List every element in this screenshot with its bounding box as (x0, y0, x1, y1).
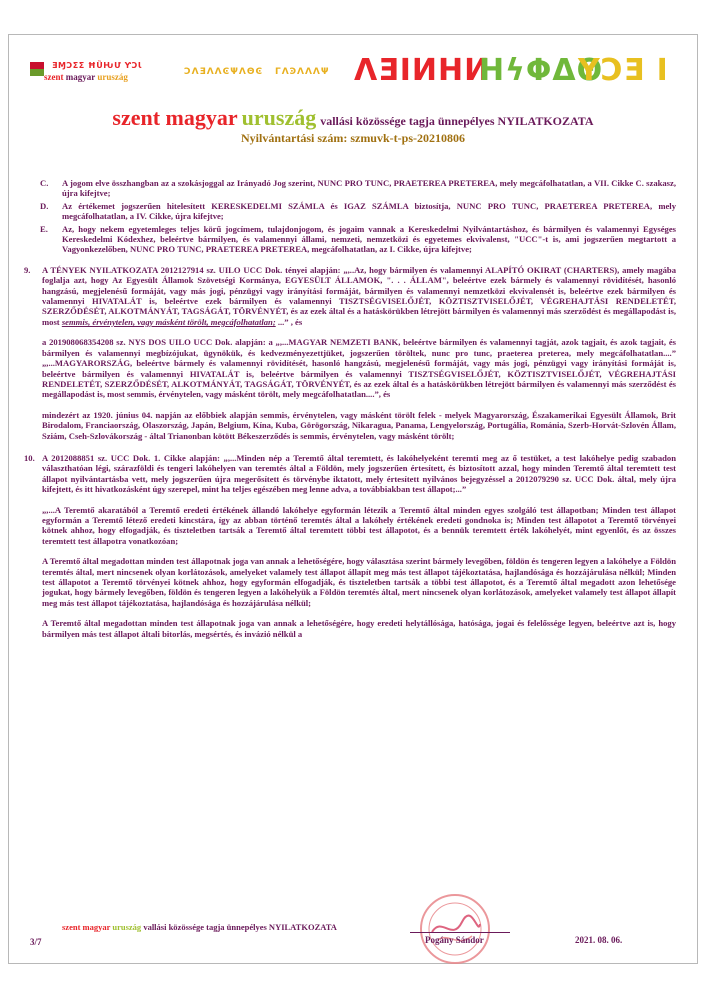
registration-number: Nyilvántartási szám: szmuvk-t-ps-20210806 (241, 131, 465, 145)
list-item-text: A jogom elve összhangban az a szokásjoggal az Irányadó Jog szerint, NUNC PRO TUNC, PRAETEREA PRETEREA, mely megcáfolhatatlan, a VII. Cikke C. szakasz, újra kifejtve; (62, 178, 676, 199)
list-item-e (40, 224, 676, 255)
footer-title-part2: uruszág (112, 922, 142, 932)
signature-line (410, 932, 510, 933)
paragraph-end: ...” , és (277, 316, 303, 327)
list-item-label: C. (40, 178, 49, 188)
rune-logo-yellow: ΥƆƎ I (578, 53, 669, 88)
list-item-label: E. (40, 223, 48, 234)
rune-text-2: ΓΛϿΛΛΛΨ (275, 67, 330, 77)
footer-title (62, 922, 337, 932)
title-part3: vallási közössége tagja ünnepélyes NYILATKOZATA (320, 114, 594, 128)
section-9-paragraph-3: mindezért az 1920. június 04. napján az előbbiek alapján semmis, érvénytelen, vagy másként törölt felek - melyek Magyarország, Északamerikai Egyesült Államok, Brit Birodalom, Franciaország, Olaszország, Japán, Belgium, Kína, Kuba, Görögország, Nikaragua, Panama, Lengyelország, Portugália, Románia, Szerb-Horvát-Szlovén Állam, Sziám, Cseh-Szlovákország - által Trianonban kötött Békeszerződés is semmis, érvénytelen, vagy másként törölt; (42, 409, 676, 441)
title-part2: uruszág (241, 105, 317, 130)
section-9-paragraph-2: a 201908068354208 sz. NYS DOS UILO UCC Dok. alapján: a „,...MAGYAR NEMZETI BANK, beleértve bármilyen és valamennyi tagját, azok tagjait, és azok tagjait, és bármilyen és valamennyi megbízójukat, ügynökük, és kedvezményezettjüket, jogszerűen töröltek, nunc pro tunc, praeterea preterea, mely megcáfolhatatlan....” „,...MAGYARORSZÁG, beleértve bármely és valamennyi rövidítését, hasonló hangzású, megjelenésű formáját, vagy más jogi, pénzügyi vagy irányítási formáját is, beleértve bármilyen és valamennyi HIVATALÁT is, beleértve bármilyen és valamennyi TISZTSÉGVISELŐJÉT, KÖZTISZTVISELŐJÉT, VÉGREHAJTÁSI RENDELETÉT, SZERZŐDÉSÉT, ALKOTMÁNYÁT, TAGSÁGÁT, TÖRVÉNYÉT, és az ezek által és a hatáskörükben létrejött bármilyen és valamennyi más szerződést és megállapodást is, most semmis, érvénytelen, vagy másként törölt, mely megcáfolhatatlan....”, és (42, 337, 676, 400)
underlined-text: semmis, érvénytelen, vagy másként törölt, megcáfolhatatlan; (61, 316, 276, 327)
section-9-paragraph-1 (42, 265, 676, 327)
flag-icon (30, 62, 44, 76)
document-body (24, 178, 676, 639)
section-10-paragraph-3: A Teremtő által megadottan minden test állapotnak joga van annak a lehetőségére, hogy választása szerint bármely levegőben, földön és tengeren legyen a lakóhelye a Földön teremtés által, mert nincsenek olyan korlátozások, amelyeket valamely test állapot állapít meg más test állapot tájékoztatása, hajlandósága és hozzájárulása nélkül; Minden test állapotot a Teremtő törvényei kötnek ahhoz, hogy egyformán elfogadják, és tiszteletben tartsák a többi test állapotot, és a Teremtő által megadott azon lehetősége jogukat, hogy bármely levegőben, földön és tengeren legyen a lakóhelyük a Földön teremtés által, mert nincsenek olyan korlátozások, amelyeket valamely test állapot állapít meg más test állapot tájékoztatása, hajlandósága és hozzájárulása nélkül; (42, 556, 677, 608)
logo-text (44, 72, 128, 82)
section-10-paragraph-2: „,...A Teremtő akaratából a Teremtő eredeti értékének állandó lakóhelye egyformán létezik a Teremtő által minden egyes szolgáló test állapotban; Minden test állapot egyformán a Teremtő létező eredeti kincstára, így az abban történő teremtés által a lakóhely értékének eredeti gondnoka is; Minden test állapotot a Teremtő törvényei kötnek ahhoz, hogy elfogadják, és tiszteletben tartsák a Teremtő által teremtett többi test állapotot, és a bennük teremtett érték lakóhelyét, mint egyenlőt, és az összes teremtett test állapotra vonatkozóan; (42, 504, 676, 546)
list-item-label: D. (40, 200, 49, 211)
logo-text-part1: szent (44, 72, 64, 82)
signer-name: Pogány Sándor (425, 935, 484, 945)
footer-title-part1: szent magyar (62, 922, 111, 932)
footer-title-part3: vallási közössége tagja ünnepélyes NYILATKOZATA (143, 922, 337, 932)
logo-runes: ƎⱮƆƩƩ ĦȔǶƯ ƳƆƖ (52, 61, 142, 70)
list-item-text: Az értékemet jogszerűen hitelesített KERESKEDELMI SZÁMLA és IGAZ SZÁMLA biztosítja, NUNC PRO TUNC, PRAETEREA PRETEREA, mely megcáfolhatatlan, a IV. Cikke, újra kifejtve; (62, 200, 676, 222)
section-10 (24, 453, 676, 495)
logo-text-part3: uruszág (97, 72, 128, 82)
section-10-paragraph-1: A 2012088851 sz. UCC Dok. 1. Cikke alapján: „,...Minden nép a Teremtő által teremtett, és lakóhelyeként teremti meg az ő testüket, a test lakóhelye pedig szabadon választhatóan légi, szárazföldi és tengeri lakóhelyen van teremtés által a Földön, mely jogszerűen értesített, és biztosított azzal, hogy minden Teremtő által teremtett test állapot nyilvántartásba vett, mely jogszerűen újra megerősített és törvénybe iktatott, mely értesített nyilvános bejegyzéssel a 2012079290 sz. UCC Dok. által, mely újra kifejtett, és itt hivatkozásként úgy szerepel, mint ha teljes egészében meg lenne adva, a továbbiakban test állapot;...” (42, 452, 676, 495)
list-item-text: Az, hogy nekem egyetemleges teljes körű jogcímem, tulajdonjogom, és jogaim vannak a Kereskedelmi Nyilvántartáshoz, és bármilyen és valamennyi Egységes Kereskedelmi Kódexhez, beleértve bármilyen, és valamennyi állami, nemzeti, nemzetközi és egyetemes ekvivalenst, "UCC"-t is, ami jogszerűen megtartott a Vagyonkezelőben, NUNC PRO TUNC, PRAETEREA PRETEREA, megcáfolhatatlan, az I. Cikke, újra kifejtve; (62, 223, 676, 255)
section-number: 10. (24, 452, 35, 463)
section-number: 9. (24, 264, 31, 275)
rune-text-1: ƆΛƎΛΛϾΨΛΘϾ (184, 67, 264, 77)
section-9 (24, 265, 676, 327)
paragraph-text: A TÉNYEK NYILATKOZATA 2012127914 sz. UILO UCC Dok. tényei alapján: „,..Az, hogy bármilyen és valamennyi ALAPÍTÓ OKIRAT (CHARTERS), amely magába foglalja azt, hogy Az Egyesült Államok Szövetségi Kormánya, EGYESÜLT ÁLLAMOK, ". . . ÁLLAM", beleértve ezek bármely és valamennyi rövidítését, hasonló hangzású, megjelenésű formáját, vagy más jogi, pénzügyi vagy irányítási formáját, bármilyen és valamennyi nemzetközi ekvivalensét is, beleértve ezek bármilyen és valamennyi HIVATALÁT is, beleértve ezek bármilyen és valamennyi TISZTSÉGVISELŐJÉT, KÖZTISZTVISELŐJÉT, VÉGREHAJTÁSI RENDELETÉT, SZERZŐDÉSÉT, ALKOTMÁNYÁT, TAGSÁGÁT, TÖRVÉNYÉT, és az ezek által és a hatáskörükben létrejött bármilyen és valamennyi más szerződést és megállapodást is, most (42, 264, 676, 327)
stamp-seal-icon (418, 892, 492, 966)
section-10-paragraph-4: A Teremtő által megadottan minden test állapotnak joga van annak a lehetőségére, hogy eredeti helytállósága, hatósága, jogai és felelőssége legyen, beleértve azt is, hogy bármilyen más test állapot általi bitorlás, megsértés, és invázió nélkül a (42, 618, 676, 639)
document-title (0, 105, 706, 131)
page-number: 3/7 (30, 937, 42, 947)
rune-logo-green: ΗϟΦΔΘ (479, 53, 604, 88)
rune-logo-red: ΛƎIИHИ (354, 53, 491, 88)
logo-text-part2: magyar (65, 72, 96, 82)
list-item-c (40, 178, 676, 199)
list-item-d (40, 201, 676, 222)
title-part1: szent magyar (112, 105, 238, 130)
document-date: 2021. 08. 06. (575, 935, 623, 945)
